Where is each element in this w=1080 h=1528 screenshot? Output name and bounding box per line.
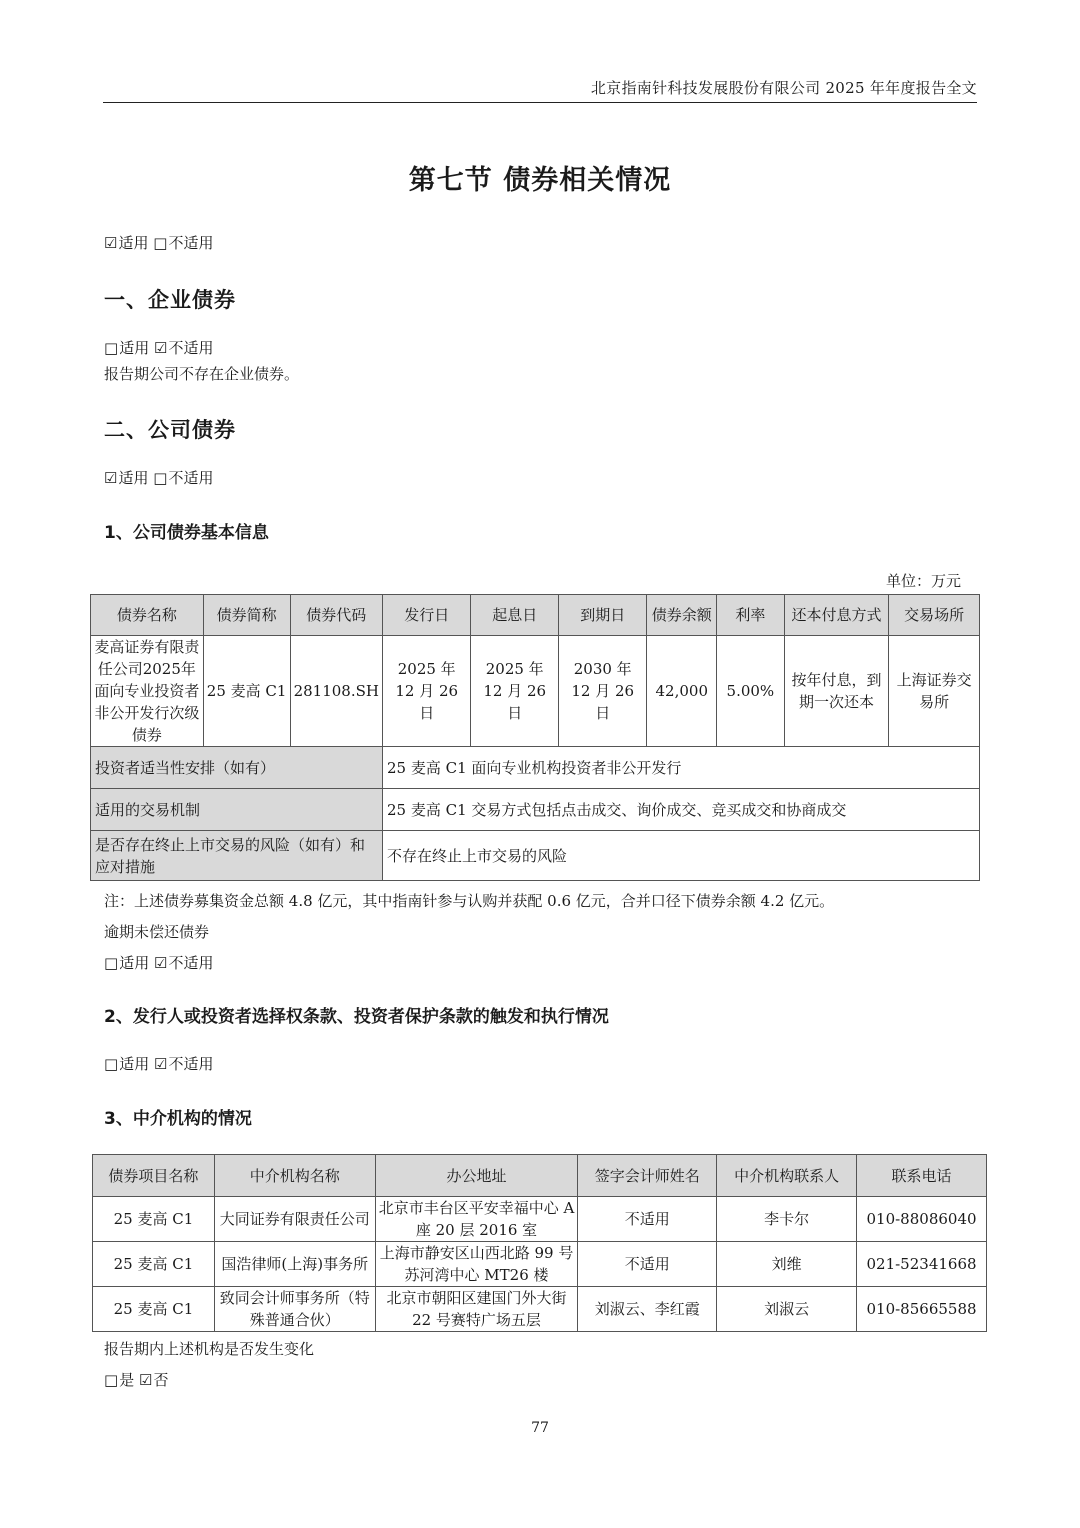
corporate-bonds-heading: 二、公司债券 xyxy=(104,418,236,442)
checked-box-icon: ☑ xyxy=(104,234,118,252)
row-value: 不存在终止上市交易的风险 xyxy=(382,831,979,881)
project-cell: 25 麦高 C1 xyxy=(93,1197,215,1242)
enterprise-bonds-options xyxy=(104,338,213,358)
unit-label: 单位：万元 xyxy=(885,572,961,590)
option-label: 不适用 xyxy=(168,1055,214,1073)
column-header: 到期日 xyxy=(558,595,646,636)
contact-cell: 李卡尔 xyxy=(717,1197,857,1242)
repayment-cell: 按年付息，到期一次还本 xyxy=(784,636,889,747)
option-label: 适用 xyxy=(119,339,150,357)
options-section-heading: 2、发行人或投资者选择权条款、投资者保护条款的触发和执行情况 xyxy=(104,1007,609,1027)
address-cell: 北京市丰台区平安幸福中心 A 座 20 层 2016 室 xyxy=(375,1197,578,1242)
option-label: 不适用 xyxy=(168,339,214,357)
phone-cell: 010-88086040 xyxy=(857,1197,987,1242)
table-row xyxy=(91,789,980,831)
column-header: 利率 xyxy=(717,595,785,636)
overdue-bonds-label: 逾期未偿还债券 xyxy=(104,923,210,941)
issue-date-cell: 2025 年 12 月 26 日 xyxy=(382,636,470,747)
unchecked-box-icon: □ xyxy=(104,339,119,357)
bond-name-cell: 麦高证券有限责任公司2025年面向专业投资者非公开发行次级债券 xyxy=(91,636,204,747)
unchecked-box-icon: □ xyxy=(104,1055,119,1073)
table-header-row xyxy=(91,595,980,636)
header-rule xyxy=(103,102,977,103)
org-cell: 国浩律师(上海)事务所 xyxy=(214,1242,375,1287)
options-section-options xyxy=(104,1054,213,1074)
column-header: 债券余额 xyxy=(647,595,717,636)
value-date-cell: 2025 年 12 月 26 日 xyxy=(471,636,559,747)
rate-cell: 5.00% xyxy=(717,636,785,747)
option-label: 适用 xyxy=(118,234,149,252)
org-cell: 大同证券有限责任公司 xyxy=(214,1197,375,1242)
row-label: 投资者适当性安排（如有） xyxy=(91,747,383,789)
intermediary-table xyxy=(92,1154,987,1332)
org-cell: 致同会计师事务所（特殊普通合伙） xyxy=(214,1287,375,1332)
unchecked-box-icon: □ xyxy=(153,234,168,252)
column-header: 办公地址 xyxy=(375,1155,578,1197)
column-header: 中介机构联系人 xyxy=(717,1155,857,1197)
option-label: 是 xyxy=(119,1371,135,1389)
table-row xyxy=(93,1197,987,1242)
column-header: 债券代码 xyxy=(290,595,382,636)
contact-cell: 刘淑云 xyxy=(717,1287,857,1332)
corporate-bonds-options xyxy=(104,468,213,488)
option-label: 适用 xyxy=(119,954,150,972)
checked-box-icon: ☑ xyxy=(138,1371,153,1389)
basic-info-heading: 1、公司债券基本信息 xyxy=(104,523,269,543)
column-header: 交易场所 xyxy=(889,595,980,636)
change-options xyxy=(104,1370,168,1390)
table-row xyxy=(93,1242,987,1287)
enterprise-bonds-note: 报告期公司不存在企业债券。 xyxy=(104,365,300,383)
table-row xyxy=(91,747,980,789)
address-cell: 上海市静安区山西北路 99 号苏河湾中心 MT26 楼 xyxy=(375,1242,578,1287)
table-row xyxy=(91,831,980,881)
accountant-cell: 不适用 xyxy=(578,1242,717,1287)
option-label: 否 xyxy=(153,1371,169,1389)
venue-cell: 上海证券交易所 xyxy=(889,636,980,747)
report-header-title: 北京指南针科技发展股份有限公司 2025 年年度报告全文 xyxy=(590,79,977,97)
phone-cell: 021-52341668 xyxy=(857,1242,987,1287)
bond-basic-info-table xyxy=(90,594,980,881)
enterprise-bonds-heading: 一、企业债券 xyxy=(104,288,236,312)
maturity-date-cell: 2030 年 12 月 26 日 xyxy=(558,636,646,747)
accountant-cell: 刘淑云、李红霞 xyxy=(578,1287,717,1332)
checked-box-icon: ☑ xyxy=(153,1055,168,1073)
column-header: 签字会计师姓名 xyxy=(578,1155,717,1197)
table-row xyxy=(91,636,980,747)
column-header: 债券名称 xyxy=(91,595,204,636)
row-value: 25 麦高 C1 交易方式包括点击成交、询价成交、竞买成交和协商成交 xyxy=(382,789,979,831)
option-label: 适用 xyxy=(119,1055,150,1073)
bond-abbr-cell: 25 麦高 C1 xyxy=(203,636,290,747)
unchecked-box-icon: □ xyxy=(104,1371,119,1389)
bond-code-cell: 281108.SH xyxy=(290,636,382,747)
bond-note: 注：上述债券募集资金总额 4.8 亿元，其中指南针参与认购并获配 0.6 亿元，合并口径下债券余额 4.2 亿元。 xyxy=(104,892,835,910)
table-header-row xyxy=(93,1155,987,1197)
row-label: 适用的交易机制 xyxy=(91,789,383,831)
page-number: 77 xyxy=(531,1420,549,1436)
project-cell: 25 麦高 C1 xyxy=(93,1242,215,1287)
row-label: 是否存在终止上市交易的风险（如有）和应对措施 xyxy=(91,831,383,881)
accountant-cell: 不适用 xyxy=(578,1197,717,1242)
column-header: 债券简称 xyxy=(203,595,290,636)
project-cell: 25 麦高 C1 xyxy=(93,1287,215,1332)
column-header: 联系电话 xyxy=(857,1155,987,1197)
contact-cell: 刘维 xyxy=(717,1242,857,1287)
section-title: 第七节 债券相关情况 xyxy=(408,165,672,196)
column-header: 债券项目名称 xyxy=(93,1155,215,1197)
column-header: 还本付息方式 xyxy=(784,595,889,636)
option-label: 适用 xyxy=(118,469,149,487)
phone-cell: 010-85665588 xyxy=(857,1287,987,1332)
section-applicable-options xyxy=(104,233,213,253)
unchecked-box-icon: □ xyxy=(153,469,168,487)
column-header: 发行日 xyxy=(382,595,470,636)
option-label: 不适用 xyxy=(168,954,214,972)
checked-box-icon: ☑ xyxy=(153,339,168,357)
option-label: 不适用 xyxy=(168,234,214,252)
checked-box-icon: ☑ xyxy=(104,469,118,487)
intermediary-heading: 3、中介机构的情况 xyxy=(104,1109,252,1129)
balance-cell: 42,000 xyxy=(647,636,717,747)
table-row xyxy=(93,1287,987,1332)
column-header: 起息日 xyxy=(471,595,559,636)
change-question: 报告期内上述机构是否发生变化 xyxy=(104,1340,315,1358)
unchecked-box-icon: □ xyxy=(104,954,119,972)
overdue-bonds-options xyxy=(104,953,213,973)
option-label: 不适用 xyxy=(168,469,214,487)
address-cell: 北京市朝阳区建国门外大街 22 号赛特广场五层 xyxy=(375,1287,578,1332)
column-header: 中介机构名称 xyxy=(214,1155,375,1197)
checked-box-icon: ☑ xyxy=(153,954,168,972)
row-value: 25 麦高 C1 面向专业机构投资者非公开发行 xyxy=(382,747,979,789)
